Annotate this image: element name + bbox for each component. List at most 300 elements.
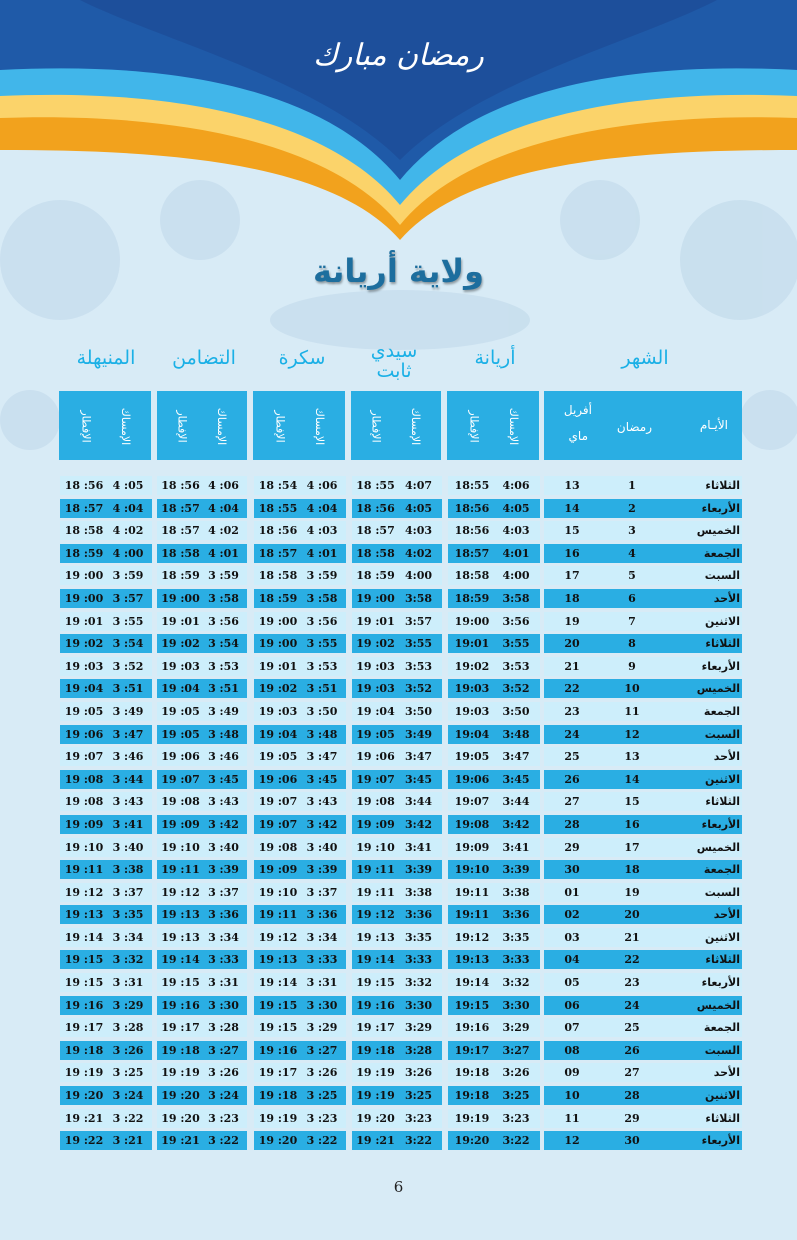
table-row [56,1061,744,1084]
iftar-time: 19 :07 [258,795,298,809]
imsak-time: 3 :45 [306,772,338,786]
iftar-time: 19 :08 [64,795,104,809]
iftar-time: 19 :11 [356,885,395,899]
iftar-time: 19:02 [454,659,490,673]
imsak-time: 3:45 [404,772,433,786]
imsak-time: 3 :48 [208,727,239,741]
iftar-time: 19 :08 [161,795,200,809]
header-mnihla: المنيهلة [76,347,136,369]
iftar-time: 19 :15 [64,976,104,990]
imsak-time: 3 :49 [112,704,144,718]
header-ariana: أريانة [474,347,516,369]
iftar-time: 19 :02 [258,682,298,696]
imsak-time: 3 :53 [306,659,338,673]
ramadan-day: 8 [628,637,636,651]
iftar-time: 19:03 [454,682,490,696]
imsak-time: 3 :54 [112,637,144,651]
iftar-time: 18:55 [454,479,490,492]
imsak-time: 4 :04 [112,501,144,515]
imsak-time: 4 :04 [208,501,239,515]
imsak-time: 3 :25 [306,1089,338,1103]
imsak-time: 3 :50 [306,704,338,718]
imsak-time: 3 :43 [112,795,144,809]
header-sidi-thabet: سيدي ثابت [370,340,418,382]
calendar-day: 03 [564,930,580,944]
iftar-time: 19 :03 [161,659,200,673]
ramadan-day: 29 [624,1111,640,1125]
imsak-time: 3 :34 [208,930,239,944]
iftar-label: الإفطار [79,409,93,443]
imsak-time: 3:30 [404,998,433,1012]
iftar-time: 18:56 [454,524,490,538]
imsak-time: 3:33 [404,953,433,967]
iftar-time: 18:58 [454,569,490,583]
ramadan-day: 26 [624,1043,640,1057]
iftar-time: 19 :07 [258,817,298,831]
day-name: الجمعة [703,863,740,877]
imsak-time: 3:53 [502,659,530,673]
sidi-thabet-subheader [351,391,441,460]
table-row [56,1039,744,1062]
imsak-time: 3 :59 [208,569,239,583]
iftar-time: 19 :01 [356,614,395,628]
imsak-time: 3:28 [404,1043,433,1057]
days-header [544,391,742,460]
day-name: الجمعة [703,704,740,718]
imsak-time: 3:26 [404,1066,433,1080]
iftar-time: 19:19 [454,1111,490,1125]
iftar-time: 18 :57 [258,546,298,560]
imsak-time: 4:00 [404,569,433,583]
imsak-label: الإمساك [215,407,229,445]
iftar-time: 19 :04 [258,727,298,741]
may-header-label: ماي [568,429,588,443]
day-name: الثلاثاء [705,479,740,492]
imsak-time: 3:26 [502,1066,530,1080]
day-name: الأربعاء [701,659,740,673]
day-name: الثلاثاء [705,795,740,809]
imsak-time: 3:56 [502,614,530,628]
imsak-time: 3:36 [502,908,530,922]
imsak-time: 3 :55 [112,614,144,628]
iftar-time: 19 :16 [161,998,200,1012]
iftar-time: 19 :00 [161,591,200,605]
header-soukra: سكرة [278,347,326,369]
ramadan-day: 18 [624,863,640,877]
imsak-time: 3 :57 [112,591,144,605]
iftar-time: 19 :13 [161,908,200,922]
imsak-time: 3 :24 [208,1089,239,1103]
imsak-time: 3 :33 [306,953,338,967]
imsak-time: 3 :36 [208,908,239,922]
imsak-time: 4:01 [502,546,530,560]
iftar-time: 19 :01 [161,614,200,628]
ramadan-day: 23 [624,976,640,990]
iftar-time: 19 :20 [161,1111,200,1125]
imsak-time: 4 :01 [208,546,239,560]
iftar-time: 18 :54 [258,479,298,492]
imsak-time: 3:52 [404,682,433,696]
day-name: الأربعاء [701,501,740,515]
imsak-time: 3 :44 [112,772,144,786]
imsak-time: 3:36 [404,908,433,922]
iftar-time: 19 :19 [64,1066,104,1080]
day-name: الاثنين [705,614,740,628]
iftar-time: 19 :06 [258,772,298,786]
imsak-time: 3:22 [404,1134,433,1148]
iftar-time: 19:07 [454,795,490,809]
iftar-time: 19 :10 [161,840,200,854]
iftar-time: 19:09 [454,840,490,854]
table-row [56,813,744,836]
day-name: الثلاثاء [705,953,740,967]
calendar-day: 07 [564,1021,580,1035]
page-number: 6 [393,1178,404,1196]
imsak-label: الإمساك [409,407,423,445]
iftar-time: 19 :15 [64,953,104,967]
imsak-time: 4:03 [502,524,530,538]
iftar-time: 19 :10 [356,840,395,854]
day-name: الأربعاء [701,976,740,990]
day-name: الجمعة [703,1021,740,1035]
ramadan-day: 12 [624,727,640,741]
imsak-time: 3 :56 [306,614,338,628]
iftar-time: 19 :15 [161,976,200,990]
iftar-time: 19 :11 [161,863,200,877]
iftar-time: 19 :06 [64,727,104,741]
iftar-time: 18 :59 [161,569,200,583]
iftar-time: 19 :10 [64,840,104,854]
iftar-time: 18 :55 [258,501,298,515]
calendar-day: 25 [564,750,580,764]
iftar-time: 19:01 [454,637,490,651]
iftar-time: 19:14 [454,976,490,990]
imsak-time: 3 :37 [306,885,338,899]
iftar-time: 19 :16 [356,998,395,1012]
imsak-time: 3:30 [502,998,530,1012]
iftar-time: 19 :02 [64,637,104,651]
day-name: الأحد [713,591,740,605]
iftar-time: 19:00 [454,614,490,628]
iftar-time: 19 :19 [161,1066,200,1080]
imsak-time: 3:27 [502,1043,530,1057]
iftar-time: 19:03 [454,704,490,718]
table-row [56,1107,744,1130]
imsak-time: 3 :49 [208,704,239,718]
day-name: الاثنين [705,772,740,786]
iftar-time: 19 :18 [161,1043,200,1057]
ramadan-header-label: رمضان [616,420,652,434]
day-name: السبت [704,727,740,741]
table-row [56,926,744,949]
iftar-time: 19 :09 [356,817,395,831]
imsak-time: 4 :01 [306,546,338,560]
iftar-time: 19 :11 [258,908,298,922]
table-row [56,474,744,497]
imsak-label: الإمساك [119,407,133,445]
imsak-time: 3 :31 [208,976,239,990]
calendar-day: 12 [564,1134,580,1148]
iftar-time: 19:06 [454,772,490,786]
imsak-time: 3:41 [404,840,433,854]
imsak-time: 3 :22 [306,1134,338,1148]
iftar-time: 19 :08 [258,840,298,854]
iftar-time: 18 :56 [161,479,200,492]
iftar-time: 19 :12 [64,885,104,899]
iftar-time: 19 :00 [64,569,104,583]
day-name: الأحد [713,1066,740,1080]
iftar-time: 18:56 [454,501,490,515]
imsak-time: 3:41 [502,840,530,854]
table-row [56,677,744,700]
ramadan-day: 13 [624,750,640,764]
imsak-time: 3 :26 [112,1043,144,1057]
table-row [56,971,744,994]
imsak-time: 3 :37 [208,885,239,899]
table-row [56,745,744,768]
day-name: الجمعة [703,546,740,560]
imsak-time: 3:22 [502,1134,530,1148]
ramadan-day: 1 [628,479,636,492]
imsak-time: 3 :29 [112,998,144,1012]
imsak-time: 3 :27 [208,1043,239,1057]
iftar-time: 19 :22 [64,1134,104,1148]
ramadan-day: 14 [624,772,640,786]
iftar-time: 19 :00 [258,614,298,628]
imsak-time: 3:50 [404,704,433,718]
imsak-time: 3 :38 [112,863,144,877]
iftar-time: 19 :20 [64,1089,104,1103]
calendar-day: 02 [564,908,580,922]
page-title: ولاية أريانة [312,252,485,290]
table-row [56,994,744,1017]
iftar-time: 19:18 [454,1066,490,1080]
imsak-time: 3 :21 [112,1134,144,1148]
calendar-day: 30 [564,863,580,877]
imsak-time: 3 :37 [112,885,144,899]
imsak-time: 3:44 [404,795,433,809]
ramadan-day: 7 [628,614,636,628]
header-month: الشهر [621,347,669,369]
iftar-time: 19 :15 [258,1021,298,1035]
calendar-day: 15 [564,524,580,538]
iftar-time: 19 :18 [258,1089,298,1103]
ramadan-day: 15 [624,795,640,809]
imsak-time: 3 :22 [112,1111,144,1125]
calendar-day: 01 [564,885,580,899]
imsak-time: 3 :47 [306,750,338,764]
imsak-time: 3 :28 [112,1021,144,1035]
ramadan-day: 24 [624,998,640,1012]
calendar-day: 05 [564,976,580,990]
table-row [56,790,744,813]
imsak-time: 3:32 [404,976,433,990]
imsak-time: 3 :24 [112,1089,144,1103]
iftar-time: 18 :56 [356,501,395,515]
iftar-time: 19 :20 [161,1089,200,1103]
imsak-time: 3 :46 [112,750,144,764]
imsak-time: 4 :02 [208,524,239,538]
imsak-time: 3:47 [404,750,433,764]
imsak-time: 4:07 [404,479,433,492]
imsak-time: 3:52 [502,682,530,696]
imsak-time: 4:06 [502,479,530,492]
imsak-time: 3:39 [502,863,530,877]
imsak-time: 3 :36 [306,908,338,922]
ramadan-day: 11 [624,704,640,718]
imsak-time: 3 :51 [306,682,338,696]
iftar-time: 19 :00 [258,637,298,651]
day-name: السبت [704,1043,740,1057]
iftar-time: 18 :59 [64,546,104,560]
table-row [56,519,744,542]
iftar-time: 19:08 [454,817,490,831]
iftar-time: 19 :05 [258,750,298,764]
imsak-time: 3 :51 [112,682,144,696]
imsak-time: 4 :06 [306,479,338,492]
imsak-time: 3 :43 [306,795,338,809]
table-row [56,881,744,904]
iftar-time: 19:16 [454,1021,490,1035]
imsak-time: 3 :54 [208,637,239,651]
iftar-time: 19:11 [454,885,490,899]
iftar-time: 19 :01 [258,659,298,673]
iftar-time: 18 :57 [161,501,200,515]
imsak-time: 3:33 [502,953,530,967]
imsak-time: 3 :51 [208,682,239,696]
imsak-time: 3 :31 [306,976,338,990]
iftar-time: 19 :11 [356,863,395,877]
iftar-time: 19 :02 [161,637,200,651]
imsak-time: 3 :41 [112,817,144,831]
mnihla-subheader [59,391,151,460]
imsak-time: 3:35 [404,930,433,944]
imsak-time: 3 :28 [208,1021,239,1035]
ramadan-day: 27 [624,1066,640,1080]
iftar-time: 18 :58 [258,569,298,583]
iftar-time: 19 :18 [356,1043,395,1057]
iftar-time: 19 :21 [161,1134,200,1148]
imsak-time: 3 :30 [208,998,239,1012]
table-row [56,723,744,746]
calendar-day: 27 [564,795,580,809]
iftar-time: 19 :07 [161,772,200,786]
imsak-time: 3 :26 [306,1066,338,1080]
iftar-time: 19 :13 [258,953,298,967]
iftar-label: الإفطار [273,409,287,443]
day-name: السبت [704,569,740,583]
calendar-day: 23 [564,704,580,718]
table-row [56,1129,744,1152]
iftar-time: 19 :19 [356,1066,395,1080]
iftar-time: 19 :14 [258,976,298,990]
imsak-time: 4 :03 [306,524,338,538]
iftar-time: 19 :17 [258,1066,298,1080]
imsak-time: 3:57 [404,614,433,628]
iftar-time: 19 :05 [161,704,200,718]
day-name: الخميس [696,840,740,854]
imsak-time: 3:58 [404,591,433,605]
imsak-time: 3 :40 [208,840,239,854]
iftar-time: 19 :17 [356,1021,395,1035]
calendar-day: 16 [564,546,580,560]
imsak-time: 3 :56 [208,614,239,628]
iftar-time: 19 :11 [64,863,104,877]
ramadan-day: 22 [624,953,640,967]
iftar-time: 19 :19 [258,1111,298,1125]
iftar-time: 19:10 [454,863,490,877]
iftar-time: 19 :03 [64,659,104,673]
table-row [56,1016,744,1039]
calendar-day: 22 [564,682,580,696]
iftar-time: 19 :01 [64,614,104,628]
iftar-time: 19 :05 [356,727,395,741]
calendar-day: 19 [564,614,580,628]
table-row [56,632,744,655]
iftar-time: 19:12 [454,930,490,944]
calendar-day: 26 [564,772,580,786]
iftar-time: 19 :04 [64,682,104,696]
timetable-rows [56,474,744,1152]
imsak-time: 4 :04 [306,501,338,515]
calendar-day: 11 [564,1111,580,1125]
iftar-time: 18:57 [454,546,490,560]
table-row [56,497,744,520]
imsak-time: 3:55 [404,637,433,651]
imsak-time: 3 :42 [306,817,338,831]
iftar-time: 18:59 [454,591,490,605]
ramadan-day: 4 [628,546,636,560]
imsak-time: 3:48 [502,727,530,741]
imsak-time: 3:58 [502,591,530,605]
imsak-time: 3:49 [404,727,433,741]
imsak-time: 3 :55 [306,637,338,651]
imsak-time: 3 :33 [208,953,239,967]
iftar-time: 19 :08 [356,795,395,809]
imsak-time: 3 :39 [306,863,338,877]
calendar-day: 06 [564,998,580,1012]
ramadan-day: 28 [624,1089,640,1103]
ramadan-day: 30 [624,1134,640,1148]
iftar-time: 19 :13 [161,930,200,944]
iftar-time: 19 :16 [64,998,104,1012]
imsak-time: 3 :30 [306,998,338,1012]
iftar-time: 19 :05 [64,704,104,718]
iftar-time: 19 :09 [161,817,200,831]
table-row [56,836,744,859]
iftar-time: 19:11 [454,908,490,922]
iftar-time: 19 :19 [356,1089,395,1103]
imsak-label: الإمساك [313,407,327,445]
iftar-time: 19 :03 [356,682,395,696]
iftar-time: 19 :13 [64,908,104,922]
imsak-time: 3 :59 [112,569,144,583]
ramadan-day: 16 [624,817,640,831]
iftar-time: 19 :09 [64,817,104,831]
iftar-time: 19 :15 [356,976,395,990]
day-name: الأربعاء [701,1134,740,1148]
imsak-time: 4:05 [404,501,433,515]
iftar-time: 18 :58 [64,524,104,538]
table-row [56,858,744,881]
iftar-time: 19 :21 [64,1111,104,1125]
iftar-time: 19 :14 [64,930,104,944]
imsak-time: 4:02 [404,546,433,560]
imsak-time: 3:50 [502,704,530,718]
imsak-time: 4:00 [502,569,530,583]
imsak-time: 3 :35 [112,908,144,922]
iftar-time: 19 :14 [161,953,200,967]
